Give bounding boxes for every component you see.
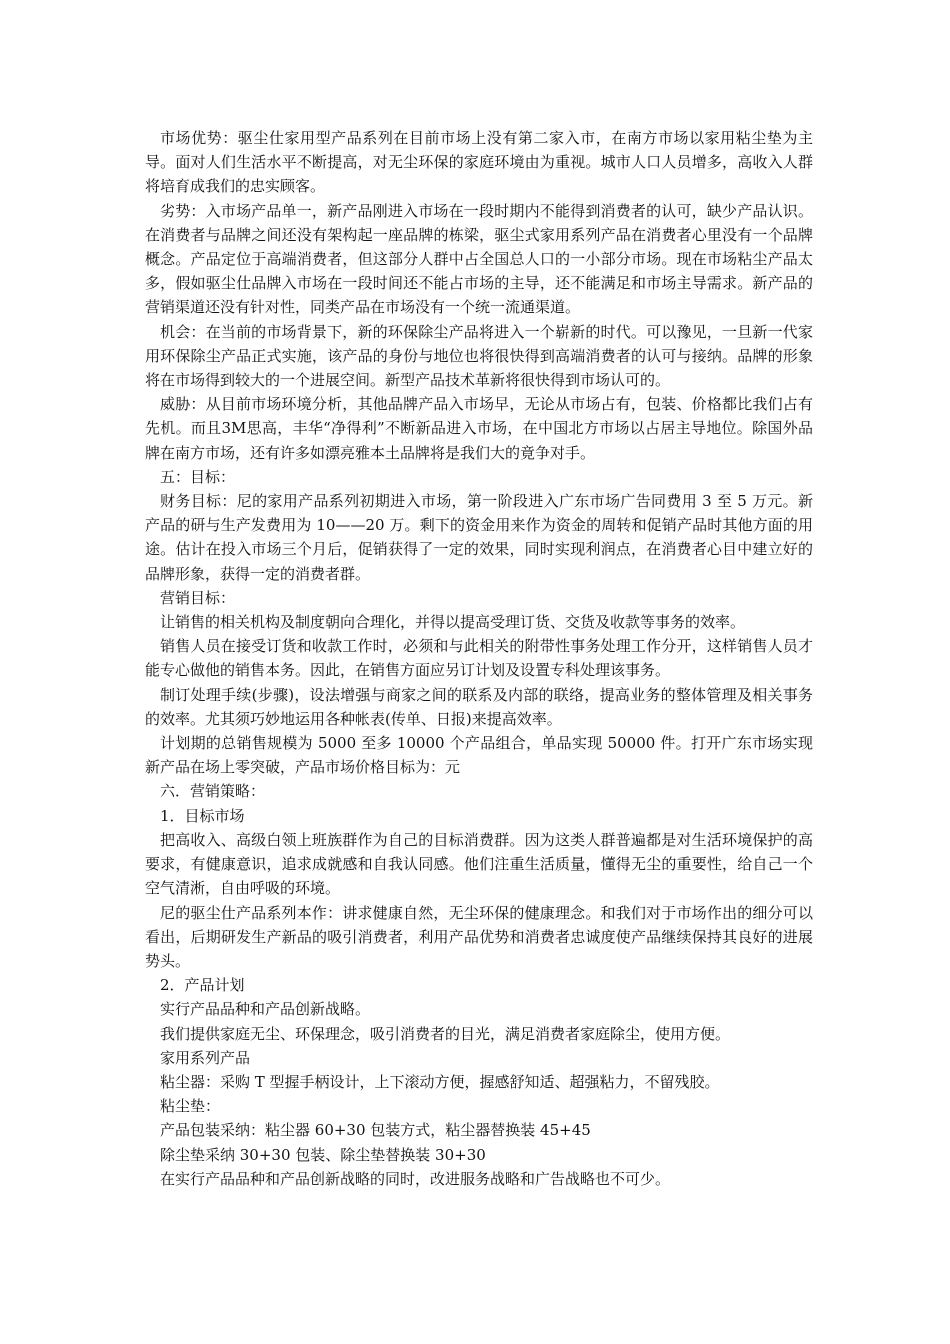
paragraph-dust-mat: 粘尘垫： — [160, 1097, 221, 1116]
paragraph-packaging-mat: 除尘垫采纳 30+30 包装、除尘垫替换装 30+30 — [160, 1145, 486, 1164]
subheading-product-plan: 2．产品计划 — [160, 976, 245, 995]
subheading-marketing-goals: 营销目标： — [160, 588, 236, 607]
document-body — [145, 126, 813, 1191]
paragraph-concept-offer: 我们提供家庭无尘、环保理念，吸引消费者的目光，满足消费者家庭除尘，使用方便。 — [160, 1024, 731, 1043]
paragraph-product-strategy: 实行产品品种和产品创新战略。 — [160, 1000, 371, 1019]
paragraph-weakness: 劣势：入市场产品单一，新产品刚进入市场在一段时期内不能得到消费者的认可，缺少产品认识。在消费者与品牌之间还没有架构起一座品牌的栋梁，驱尘式家用系列产品在消费者心里没有一个品牌概念。产品定位于高端消费者，但这部分人群中占全国总人口的一小部分市场。现在市场粘尘产品太多，假如驱尘仕品牌入市场在一段时间还不能占市场的主导，还不能满足和市场主导需求。新产品的营销渠道还没有针对性，同类产品在市场没有一个统一流通渠道。 — [145, 201, 813, 317]
paragraph-product-concept: 尼的驱尘仕产品系列本作：讲求健康自然，无尘环保的健康理念。和我们对于市场作出的细分可以看出，后期研发生产新品的吸引消费者，利用产品优势和消费者忠诚度使产品继续保持其良好的进展势头。 — [145, 903, 813, 970]
section-heading-goals: 五：目标： — [160, 467, 236, 486]
paragraph-target-consumers: 把高收入、高级白领上班族群作为自己的目标消费群。因为这类人群普遍都是对生活环境保护的高要求，有健康意识，追求成就感和自我认同感。他们注重生活质量，懂得无尘的重要性，给自己一个空气清淅，自由呼吸的环境。 — [145, 830, 813, 898]
paragraph-sales-organization: 让销售的相关机构及制度朝向合理化，并得以提高受理订货、交货及收款等事务的效率。 — [160, 613, 746, 632]
subheading-target-market: 1．目标市场 — [160, 806, 245, 825]
paragraph-opportunity: 机会：在当前的市场背景下，新的环保除尘产品将进入一个崭新的时代。可以豫见，一旦新一代家用环保除尘产品正式实施，该产品的身份与地位也将很快得到高端消费者的认可与接纳。品牌的形象将在市场得到较大的一个进展空间。新型产品技术革新将很快得到市场认可的。 — [145, 322, 813, 390]
paragraph-procedures: 制订处理手续(步骤)，设法增强与商家之间的联系及内部的联络，提高业务的整体管理及相关事务的效率。尤其须巧妙地运用各种帐表(传单、日报)来提高效率。 — [145, 685, 813, 728]
paragraph-threat: 威胁：从目前市场环境分析，其他品牌产品入市场早，无论从市场占有，包装、价格都比我们占有先机。而且3M思高，丰华“净得利”不断新品进入市场，在中国北方市场以占居主导地位。除国外品牌在南方市场，还有许多如漂亮雅本土品牌将是我们大的竟争对手。 — [145, 395, 813, 462]
paragraph-financial-goals: 财务目标：尼的家用产品系列初期进入市场，第一阶段进入广东市场广告同费用 3 至 5 万元。新产品的研与生产发费用为 10——20 万。剩下的资金用来作为资金的周转和促销产品时其他方面的用途。估计在投入市场三个月后，促销获得了一定的效果，同时实现利润点，在消费者心目中建立好的品牌形象，获得一定的消费者群。 — [145, 492, 813, 583]
paragraph-market-advantage: 市场优势：驱尘仕家用型产品系列在目前市场上没有第二家入市，在南方市场以家用粘尘垫为主导。面对人们生活水平不断提高，对无尘环保的家庭环境由为重视。城市人口人员增多，高收入人群将培育成我们的忠实顾客。 — [145, 129, 813, 196]
paragraph-lint-roller: 粘尘器：采购 T 型握手柄设计，上下滚动方便，握感舒知适、超强粘力，不留残胶。 — [160, 1072, 720, 1091]
paragraph-sales-staff: 销售人员在接受订货和收款工作时，必须和与此相关的附带性事务处理工作分开，这样销售人员才能专心做他的销售本务。因此，在销售方面应另订计划及设置专科处理该事务。 — [145, 637, 813, 680]
paragraph-home-series: 家用系列产品 — [160, 1048, 251, 1067]
paragraph-service-advertising: 在实行产品品种和产品创新战略的同时，改进服务战略和广告战略也不可少。 — [160, 1169, 671, 1188]
section-heading-strategy: 六．营销策略： — [160, 782, 266, 801]
paragraph-sales-scale: 计划期的总销售规模为 5000 至多 10000 个产品组合，单品实现 50000 件。打开广东市场实现新产品在场上零突破，产品市场价格目标为：元 — [145, 734, 813, 777]
paragraph-packaging-roller: 产品包装采纳：粘尘器 60+30 包装方式，粘尘器替换装 45+45 — [160, 1121, 591, 1140]
